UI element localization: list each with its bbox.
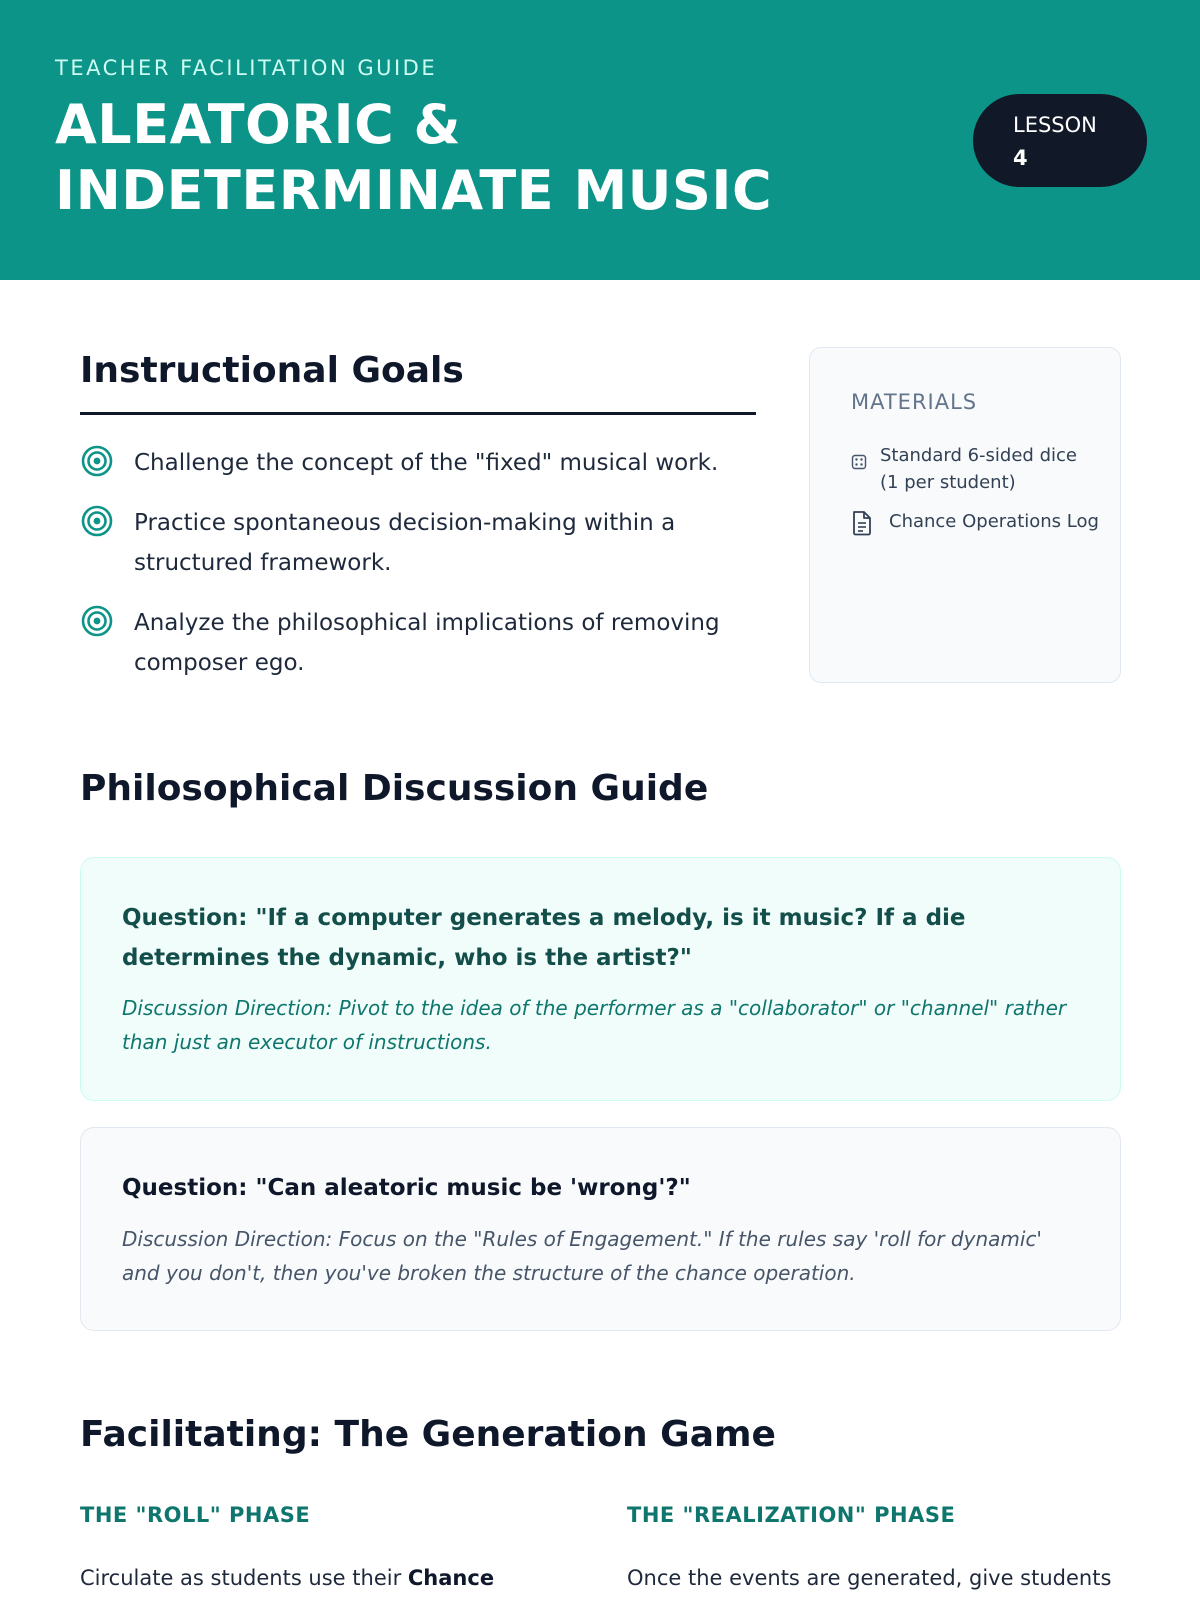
discussion-heading: Philosophical Discussion Guide <box>80 768 709 809</box>
target-icon <box>81 505 113 537</box>
facilitating-heading: Facilitating: The Generation Game <box>80 1414 776 1455</box>
roll-phase-text <box>80 1561 560 1600</box>
discussion-card <box>80 1127 1121 1331</box>
lesson-badge-number: 4 <box>1013 146 1028 170</box>
goals-heading: Instructional Goals <box>80 350 464 391</box>
materials-panel <box>809 347 1121 683</box>
goal-text: Challenge the concept of the "fixed" musical work. <box>134 450 719 476</box>
discussion-direction: Discussion Direction: Focus on the "Rules of Engagement." If the rules say 'roll for dynamic' and you don't, then you've broken the structure of the chance operation. <box>122 1227 1042 1285</box>
guide-eyebrow: TEACHER FACILITATION GUIDE <box>55 56 438 80</box>
roll-phase-label: THE "ROLL" PHASE <box>80 1503 311 1527</box>
realization-phase-text-start: Once the events are generated, give students <box>627 1566 1112 1590</box>
lesson-title: ALEATORIC & INDETERMINATE MUSIC <box>55 93 773 222</box>
goal-item <box>80 443 756 483</box>
material-item <box>851 508 1101 535</box>
goal-text: Practice spontaneous decision-making within a structured framework. <box>134 510 676 576</box>
realization-phase-text <box>627 1561 1127 1600</box>
discussion-question: Question: "If a computer generates a melody, is it music? If a die determines the dynamic, who is the artist?" <box>122 905 966 971</box>
goals-divider <box>80 412 756 415</box>
target-icon <box>81 605 113 637</box>
roll-phase-text-start: Circulate as students use their <box>80 1566 408 1590</box>
goal-item <box>80 503 756 583</box>
discussion-direction: Discussion Direction: Pivot to the idea of the performer as a "collaborator" or "channel" rather than just an executor of instructions. <box>122 996 1067 1054</box>
target-icon <box>81 445 113 477</box>
material-item <box>851 442 1101 496</box>
dice-icon <box>851 454 867 470</box>
goal-text: Analyze the philosophical implications of removing composer ego. <box>134 610 720 676</box>
realization-phase-label: THE "REALIZATION" PHASE <box>627 1503 956 1527</box>
lesson-badge <box>973 94 1147 187</box>
document-icon <box>851 510 873 536</box>
goal-item <box>80 603 756 683</box>
discussion-card-highlighted <box>80 857 1121 1101</box>
material-label: Chance Operations Log <box>889 511 1099 532</box>
lesson-badge-label: LESSON <box>1013 113 1097 137</box>
discussion-question: Question: "Can aleatoric music be 'wrong'?" <box>122 1175 691 1201</box>
materials-heading: MATERIALS <box>851 390 978 414</box>
goals-list <box>80 443 756 703</box>
roll-phase-text-bold: Chance <box>407 1566 495 1590</box>
page-header <box>0 0 1200 280</box>
material-label: Standard 6-sided dice (1 per student) <box>880 445 1077 493</box>
